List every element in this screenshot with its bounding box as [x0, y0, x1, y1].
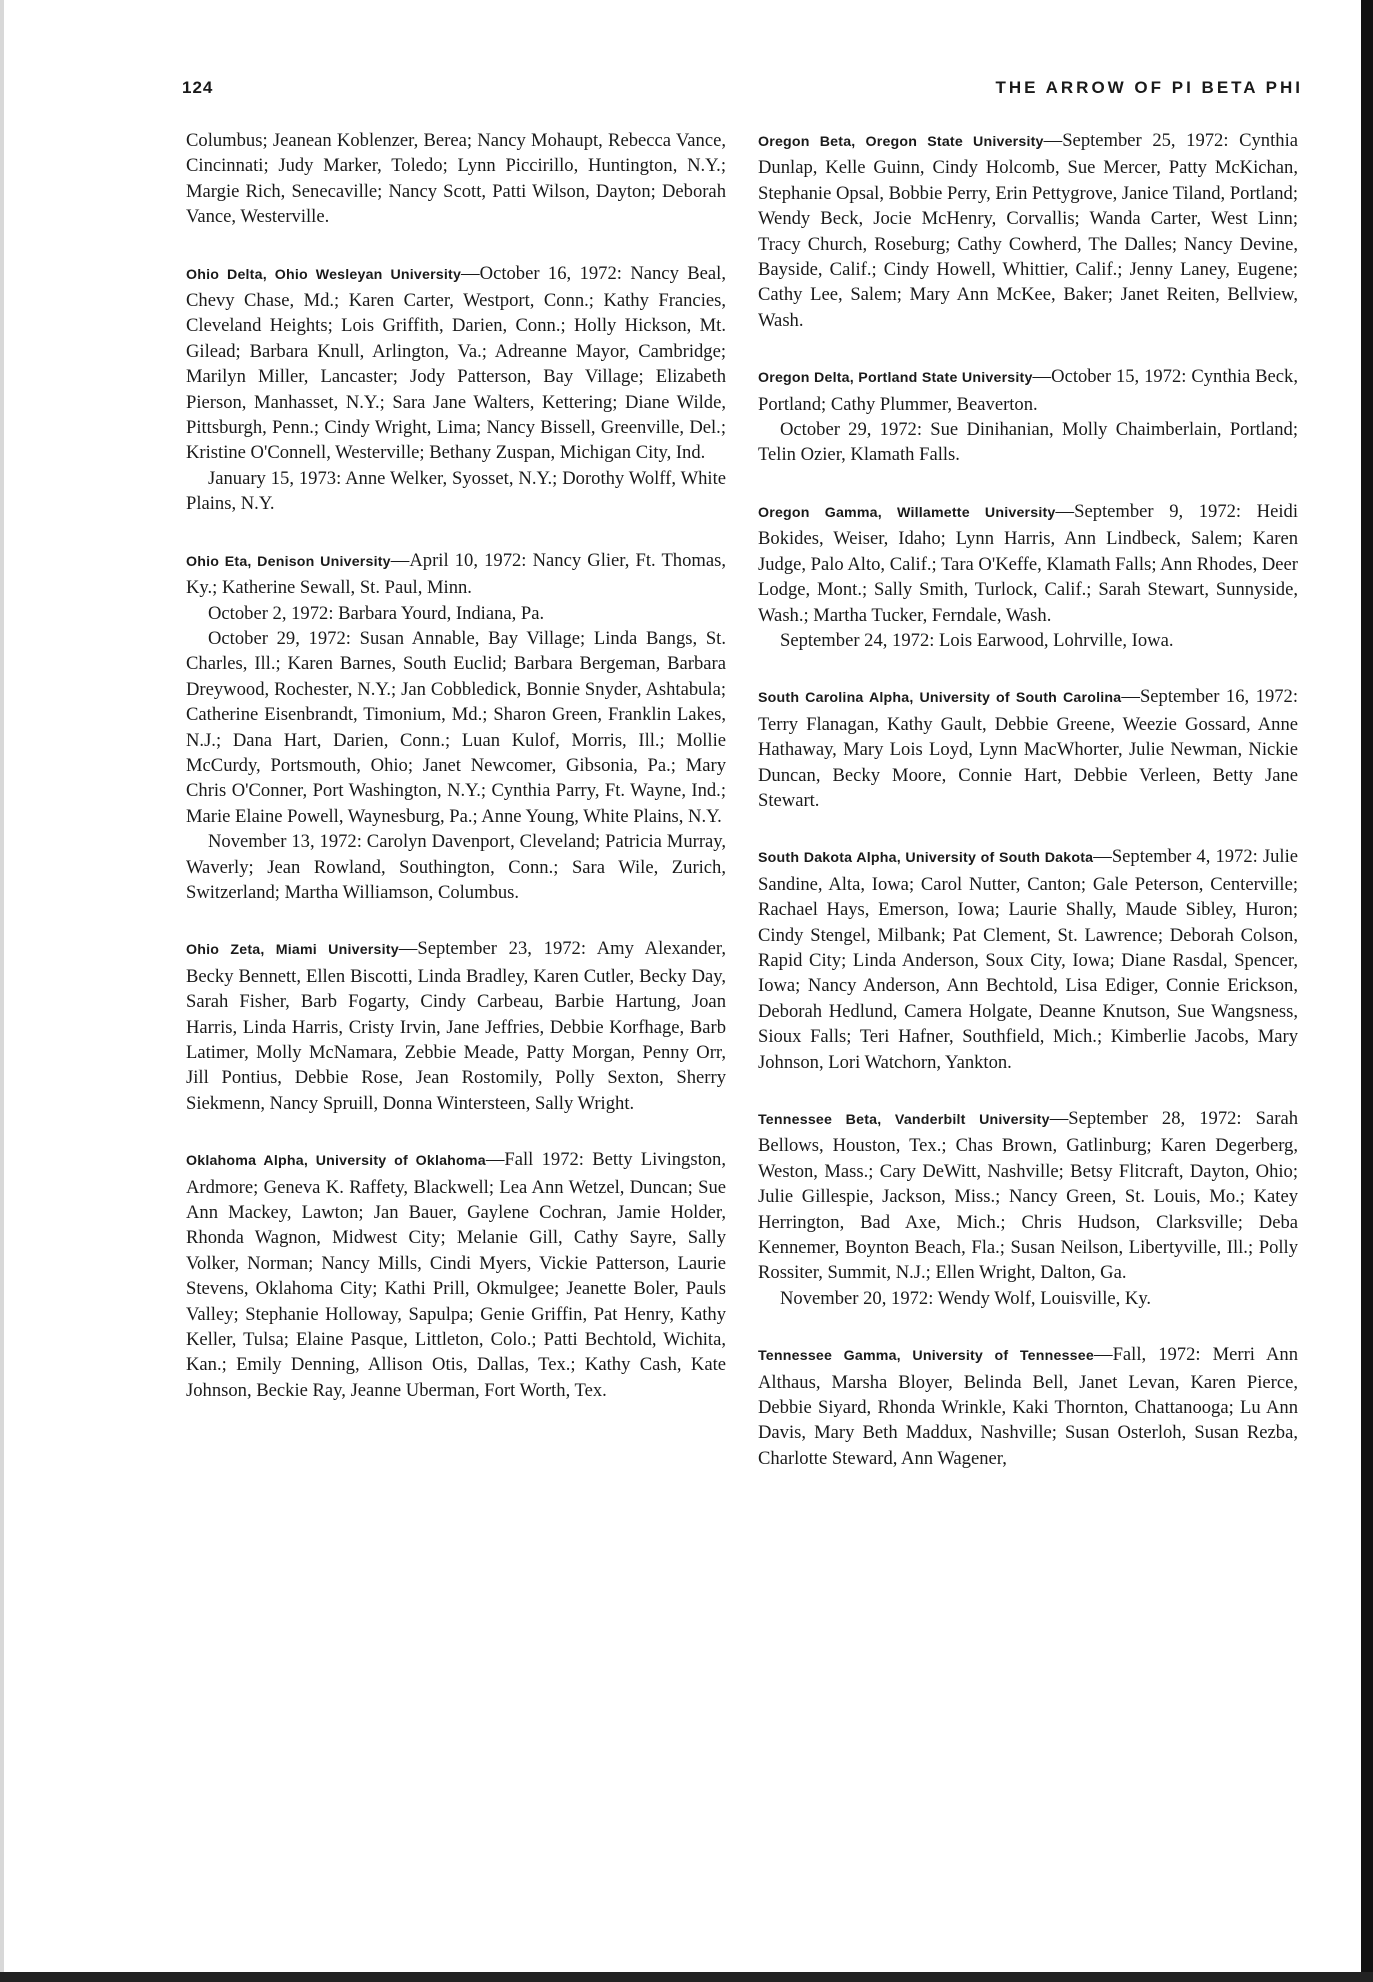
chapter-heading: Ohio Zeta, Miami University: [186, 942, 399, 959]
chapter-entry: [186, 936, 726, 1116]
chapter-paragraph: [758, 1286, 1298, 1311]
chapter-entry: [186, 1147, 726, 1403]
left-column: [186, 128, 726, 1434]
initiate-list-text: —Fall 1972: Betty Livingston, Ardmore; Geneva K. Raffety, Blackwell; Lea Ann Wetzel, Duncan; Sue Ann Mackey, Lawton; Jan Bauer, Gaylene Cochran, Jamie Holder, Rhonda Wagnon, Midwest City; Melanie Gill, Cathy Sayre, Sally Volker, Norman; Nancy Mills, Cindi Myers, Vickie Patterson, Laurie Stevens, Oklahoma City; Kathi Prill, Okmulgee; Jeanette Boler, Pauls Valley; Stephanie Holloway, Sapulpa; Genie Griffin, Pat Henry, Kathy Keller, Tulsa; Elaine Pasque, Littleton, Colo.; Patti Bechtold, Wichita, Kan.; Emily Denning, Allison Otis, Dallas, Tex.; Kathy Cash, Kate Johnson, Beckie Ray, Jeanne Uberman, Fort Worth, Tex.: [186, 1149, 726, 1401]
chapter-heading: Oregon Delta, Portland State University: [758, 370, 1033, 387]
chapter-paragraph: [758, 128, 1298, 333]
initiate-list-text: —September 23, 1972: Amy Alexander, Becky Bennett, Ellen Biscotti, Linda Bradley, Karen Cutler, Becky Day, Sarah Fisher, Barb Fogarty, Cindy Carbeau, Barbie Hartung, Joan Harris, Linda Harris, Cristy Irvin, Jane Jeffries, Debbie Korfhage, Barb Latimer, Molly McNamara, Zebbie Meade, Patty Morgan, Penny Orr, Jill Pontius, Debbie Rose, Jean Rostomily, Polly Sexton, Sherry Siekmenn, Nancy Spruill, Donna Wintersteen, Sally Wright.: [186, 938, 726, 1114]
chapter-entry: [758, 128, 1298, 333]
chapter-entry: [186, 128, 726, 230]
chapter-paragraph: [758, 628, 1298, 653]
initiate-list-text: October 2, 1972: Barbara Yourd, Indiana, Pa.: [208, 602, 545, 624]
chapter-entry: [758, 364, 1298, 468]
chapter-heading: Tennessee Beta, Vanderbilt University: [758, 1112, 1050, 1128]
chapter-heading: Ohio Eta, Denison University: [186, 553, 391, 570]
initiate-list-text: September 24, 1972: Lois Earwood, Lohrville, Iowa.: [780, 629, 1174, 651]
chapter-entry: [758, 844, 1298, 1075]
chapter-entry: [758, 1342, 1298, 1471]
chapter-paragraph: [186, 128, 726, 230]
initiate-list-text: —September 25, 1972: Cynthia Dunlap, Kelle Guinn, Cindy Holcomb, Sue Mercer, Patty McKichan, Stephanie Opsal, Bobbie Perry, Erin Pettygrove, Janice Tiland, Portland; Wendy Beck, Jocie McHenry, Corvallis; Wanda Carter, West Linn; Tracy Church, Roseburg; Cathy Cowherd, The Dalles; Nancy Devine, Bayside, Calif.; Cindy Howell, Whittier, Calif.; Jenny Laney, Eugene; Cathy Lee, Salem; Mary Ann McKee, Baker; Janet Reiten, Bellview, Wash.: [758, 130, 1299, 331]
chapter-paragraph: [758, 1106, 1298, 1286]
chapter-paragraph: [758, 364, 1298, 417]
chapter-paragraph: [186, 936, 726, 1116]
chapter-heading: South Dakota Alpha, University of South Dakota: [758, 850, 1094, 867]
initiate-list-text: October 29, 1972: Sue Dinihanian, Molly Chaimberlain, Portland; Telin Ozier, Klamath Falls.: [758, 419, 1298, 466]
initiate-list-text: —September 28, 1972: Sarah Bellows, Houston, Tex.; Chas Brown, Gatlinburg; Karen Degerberg, Weston, Mass.; Cary DeWitt, Nashville; Betsy Flitcraft, Dayton, Ohio; Julie Gillespie, Jackson, Miss.; Nancy Green, St. Louis, Mo.; Katey Herrington, Bad Axe, Mich.; Chris Hudson, Clarksville; Deba Kennemer, Boynton Beach, Fla.; Susan Neilson, Libertyville, Ill.; Polly Rossiter, Summit, N.J.; Ellen Wright, Dalton, Ga.: [758, 1108, 1298, 1284]
initiate-list-text: —October 15, 1972: Cynthia Beck, Portland; Cathy Plummer, Beaverton.: [758, 366, 1298, 415]
chapter-heading: Tennessee Gamma, University of Tennessee: [758, 1348, 1094, 1365]
chapter-paragraph: [186, 548, 726, 601]
initiate-list-text: —October 16, 1972: Nancy Beal, Chevy Chase, Md.; Karen Carter, Westport, Conn.; Kathy Francies, Cleveland Heights; Lois Griffith, Darien, Conn.; Holly Hickson, Mt. Gilead; Barbara Knull, Arlington, Va.; Adreanne Mayor, Cambridge; Marilyn Miller, Lancaster; Jody Patterson, Bay Village; Elizabeth Pierson, Manhasset, N.Y.; Sara Jane Walters, Kettering; Diane Wilde, Pittsburgh, Penn.; Cindy Wright, Lima; Nancy Bissell, Greenville, Del.; Kristine O'Connell, Westerville; Bethany Zuspan, Michigan City, Ind.: [186, 262, 726, 464]
chapter-entry: [758, 684, 1298, 813]
chapter-paragraph: [186, 466, 726, 517]
initiate-list-text: —September 16, 1972: Terry Flanagan, Kathy Gault, Debbie Greene, Weezie Gossard, Anne Hathaway, Mary Lois Loyd, Lynn MacWhorter, Julie Newman, Nickie Duncan, Becky Moore, Connie Hart, Debbie Verleen, Betty Jane Stewart.: [758, 686, 1298, 811]
initiate-list-text: —Fall, 1972: Merri Ann Althaus, Marsha Bloyer, Belinda Bell, Janet Levan, Karen Pierce, Debbie Siyard, Rhonda Wrinkle, Kaki Thornton, Chattanooga; Lu Ann Davis, Mary Beth Maddux, Nashville; Susan Osterloh, Susan Rezba, Charlotte Steward, Ann Wagener,: [758, 1344, 1298, 1469]
initiate-list-text: Columbus; Jeanean Koblenzer, Berea; Nancy Mohaupt, Rebecca Vance, Cincinnati; Judy Marker, Toledo; Lynn Piccirillo, Huntington, N.Y.; Margie Rich, Senecaville; Nancy Scott, Patti Wilson, Dayton; Deborah Vance, Westerville.: [186, 130, 726, 228]
chapter-paragraph: [186, 829, 726, 905]
chapter-heading: Ohio Delta, Ohio Wesleyan University: [186, 266, 462, 283]
journal-title: THE ARROW OF PI BETA PHI: [995, 78, 1303, 97]
initiate-list-text: —September 9, 1972: Heidi Bokides, Weiser, Idaho; Lynn Harris, Ann Lindbeck, Salem; Karen Judge, Palo Alto, Calif.; Tara O'Keffe, Klamath Falls; Ann Rhodes, Deer Lodge, Mont.; Sally Smith, Turlock, Calif.; Sarah Stewart, Sunnyside, Wash.; Martha Tucker, Ferndale, Wash.: [758, 500, 1298, 626]
chapter-entry: [758, 499, 1298, 653]
initiate-list-text: November 13, 1972: Carolyn Davenport, Cleveland; Patricia Murray, Waverly; Jean Rowland, Southington, Conn.; Sara Wile, Zurich, Switzerland; Martha Williamson, Columbus.: [186, 831, 726, 903]
chapter-entry: [186, 548, 726, 906]
chapter-paragraph: [186, 626, 726, 829]
chapter-heading: South Carolina Alpha, University of South Carolina: [758, 690, 1122, 707]
page-number: 124: [182, 78, 214, 97]
chapter-paragraph: [758, 499, 1298, 628]
chapter-heading: Oklahoma Alpha, University of Oklahoma: [186, 1153, 486, 1170]
scan-bottom-edge: [0, 1972, 1373, 1982]
initiate-list-text: January 15, 1973: Anne Welker, Syosset, N.Y.; Dorothy Wolff, White Plains, N.Y.: [186, 467, 726, 515]
chapter-paragraph: [758, 844, 1298, 1075]
initiate-list-text: October 29, 1972: Susan Annable, Bay Village; Linda Bangs, St. Charles, Ill.; Karen Barnes, South Euclid; Barbara Bergeman, Barbara Dreywood, Rochester, N.Y.; Jan Cobbledick, Bonnie Snyder, Ashtabula; Catherine Eisenbrandt, Timonium, Md.; Sharon Green, Franklin Lakes, N.J.; Dana Hart, Darien, Conn.; Luan Kulof, Morris, Ill.; Mollie McCurdy, Portsmouth, Ohio; Janet Newcomer, Gibsonia, Pa.; Mary Chris O'Conner, Port Washington, N.Y.; Cynthia Parry, Ft. Wayne, Ind.; Marie Elaine Powell, Waynesburg, Pa.; Anne Young, White Plains, N.Y.: [186, 627, 726, 827]
chapter-entry: [758, 1106, 1298, 1311]
chapter-entry: [186, 261, 726, 517]
chapter-paragraph: [186, 601, 726, 626]
chapter-paragraph: [758, 1342, 1298, 1471]
chapter-paragraph: [758, 417, 1298, 468]
scan-left-edge: [0, 0, 4, 1982]
chapter-heading: Oregon Gamma, Willamette University: [758, 504, 1056, 521]
running-head: [182, 78, 1303, 108]
right-column: [758, 128, 1298, 1502]
chapter-paragraph: [186, 1147, 726, 1403]
initiate-list-text: —September 4, 1972: Julie Sandine, Alta, Iowa; Carol Nutter, Canton; Gale Peterson, Centerville; Rachael Hays, Emerson, Iowa; Laurie Shally, Maude Sibley, Huron; Cindy Stengel, Milbank; Pat Clement, St. Lawrence; Deborah Colson, Rapid City; Linda Anderson, Soux City, Iowa; Diane Rasdal, Spencer, Iowa; Nancy Anderson, Ann Bechtold, Lisa Ediger, Connie Erickson, Deborah Hedlund, Camera Holgate, Deanne Knutson, Sue Wangsness, Sioux Falls; Teri Hafner, Southfield, Mich.; Kimberlie Jacobs, Mary Johnson, Lori Watchorn, Yankton.: [758, 846, 1298, 1073]
scan-right-edge: [1361, 0, 1373, 1982]
initiate-list-text: —April 10, 1972: Nancy Glier, Ft. Thomas, Ky.; Katherine Sewall, St. Paul, Minn.: [186, 549, 727, 599]
chapter-paragraph: [186, 261, 726, 466]
initiate-list-text: November 20, 1972: Wendy Wolf, Louisville, Ky.: [780, 1287, 1152, 1309]
chapter-paragraph: [758, 684, 1298, 813]
chapter-heading: Oregon Beta, Oregon State University: [758, 134, 1044, 150]
